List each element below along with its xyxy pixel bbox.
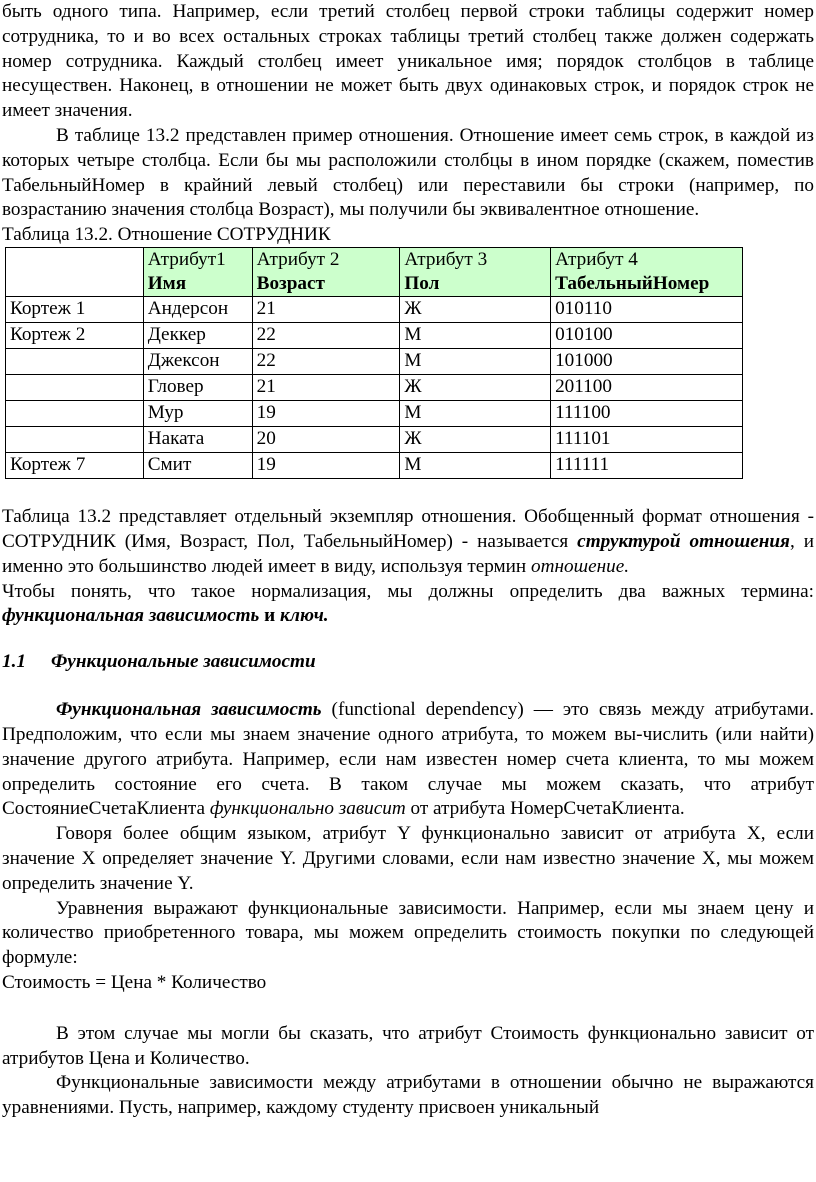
text-run: , и именно это большинство людей имеет в виду, используя термин: [2, 530, 814, 577]
employee-relation-table: [5, 247, 743, 479]
row-label: Кортеж 2: [6, 323, 144, 349]
cell-sex: Ж: [400, 297, 551, 323]
table-row: [6, 453, 743, 479]
cell-sex: М: [400, 349, 551, 375]
header-attr-name: Возраст: [256, 273, 325, 295]
paragraph-normalization-terms: [2, 580, 814, 630]
table-row: [6, 427, 743, 453]
text-run: Чтобы понять, что такое нормализация, мы должны определить два важных термина:: [2, 580, 814, 602]
cell-name: Джексон: [143, 349, 252, 375]
paragraph-student-example: Функциональные зависимости между атрибутами в отношении обычно не выражаются уравнениями. Пусть, например, каждому студенту присвоен уникальный: [2, 1072, 814, 1119]
cell-employee-number: 010110: [551, 297, 743, 323]
section-number: 1.1: [2, 651, 26, 673]
cell-age: 21: [252, 375, 400, 401]
header-attr-label: Атрибут 3: [404, 249, 488, 271]
term-key: ключ.: [279, 605, 329, 627]
row-label: [6, 375, 144, 401]
spacer: [2, 479, 814, 505]
cell-sex: М: [400, 323, 551, 349]
paragraph-relation-structure: [2, 505, 814, 579]
term-functional-dependency: функциональная зависимость: [2, 605, 260, 627]
term-functional-dependency: Функциональная зависимость: [56, 699, 322, 721]
table-caption: Таблица 13.2. Отношение СОТРУДНИК: [2, 224, 331, 246]
cell-name: Наката: [143, 427, 252, 453]
cell-sex: Ж: [400, 427, 551, 453]
cell-name: Деккер: [143, 323, 252, 349]
text-run: (functional dependency) — это связь между атрибутами. Предположим, что если мы знаем значение одного атрибута, то можем вы-числить (или найти) значение другого атрибута. Например, если нам известен номер счета клиента, то мы можем определить состояние его счета. В таком случае мы можем сказать, что атрибут СостояниеСчетаКлиента: [2, 699, 814, 820]
row-label: [6, 427, 144, 453]
header-attr-label: Атрибут1: [147, 249, 226, 271]
table-header-row: [6, 248, 743, 297]
text-run: Таблица 13.2 представляет отдельный экземпляр отношения. Обобщенный формат отношения - СОТРУДНИК (Имя, Возраст, Пол, ТабельныйНомер) - называется: [2, 506, 814, 552]
paragraph-fd-definition: [2, 698, 814, 822]
cell-age: 19: [252, 453, 400, 479]
paragraph-relation-properties: быть одного типа. Например, если третий столбец первой строки таблицы содержит номер сотрудника, то и во всех остальных строках таблицы третий столбец также должен содержать номер сотрудника. Каждый столбец имеет уникальное имя; порядок столбцов в таблице несуществен. Наконец, в отношении не может быть двух одинаковых строк, и порядок строк не имеет значения.: [2, 1, 814, 122]
header-attr-label: Атрибут 2: [256, 249, 340, 271]
section-title: Функциональные зависимости: [51, 651, 316, 673]
cell-age: 21: [252, 297, 400, 323]
cell-employee-number: 111111: [551, 453, 743, 479]
header-attr-name: ТабельныйНомер: [555, 273, 710, 295]
text-run: и: [259, 605, 280, 627]
text-run: от атрибута НомерСчетаКлиента.: [405, 798, 685, 820]
table-row: [6, 349, 743, 375]
table-row: [6, 323, 743, 349]
term-relation-structure: структурой отношения: [577, 530, 790, 552]
cell-age: 22: [252, 323, 400, 349]
header-cell-name: [143, 248, 252, 297]
cell-age: 19: [252, 401, 400, 427]
cell-name: Смит: [143, 453, 252, 479]
paragraph-table-example: В таблице 13.2 представлен пример отношения. Отношение имеет семь строк, в каждой из которых четыре столбца. Если бы мы расположили столбцы в ином порядке (скажем, поместив ТабельныйНомер в крайний левый столбец) или переставили бы строки (например, по возрастанию значения столбца Возраст), мы получили бы эквивалентное отношение.: [2, 124, 814, 221]
row-label: Кортеж 7: [6, 453, 144, 479]
cell-sex: М: [400, 453, 551, 479]
table-row: [6, 297, 743, 323]
cell-age: 22: [252, 349, 400, 375]
formula-line: Стоимость = Цена * Количество: [2, 971, 267, 993]
cell-name: Андерсон: [143, 297, 252, 323]
header-cell-employee-number: [551, 248, 743, 297]
header-attr-name: Имя: [147, 273, 187, 295]
header-attr-label: Атрибут 4: [555, 249, 638, 271]
paragraph-equations: Уравнения выражают функциональные зависимости. Например, если мы знаем цену и количество приобретенного товара, мы можем определить стоимость покупки по следующей формуле:: [2, 897, 814, 969]
term-relation: отношение.: [531, 555, 630, 577]
row-label: Кортеж 1: [6, 297, 144, 323]
row-label: [6, 349, 144, 375]
section-heading: [2, 650, 814, 674]
cell-employee-number: 111100: [551, 401, 743, 427]
cell-name: Мур: [143, 401, 252, 427]
cell-employee-number: 010100: [551, 323, 743, 349]
cell-name: Гловер: [143, 375, 252, 401]
paragraph-cost-dependency: В этом случае мы могли бы сказать, что атрибут Стоимость функционально зависит от атрибутов Цена и Количество.: [2, 1022, 814, 1069]
cell-sex: Ж: [400, 375, 551, 401]
paragraph-fd-general: Говоря более общим языком, атрибут Y функционально зависит от атрибута X, если значение X определяет значение Y. Другими словами, если нам известно значение X, мы можем определить значение Y.: [2, 823, 814, 894]
cell-employee-number: 201100: [551, 375, 743, 401]
spacer: [2, 996, 814, 1022]
header-cell-age: [252, 248, 400, 297]
table-row: [6, 375, 743, 401]
header-corner-cell: [6, 248, 144, 297]
document-page: [2, 0, 814, 1121]
cell-employee-number: 111101: [551, 427, 743, 453]
cell-employee-number: 101000: [551, 349, 743, 375]
table-row: [6, 401, 743, 427]
header-attr-name: Пол: [404, 273, 440, 295]
header-cell-sex: [400, 248, 551, 297]
term-functionally-dependent: функционально зависит: [209, 798, 406, 820]
cell-age: 20: [252, 427, 400, 453]
row-label: [6, 401, 144, 427]
cell-sex: М: [400, 401, 551, 427]
